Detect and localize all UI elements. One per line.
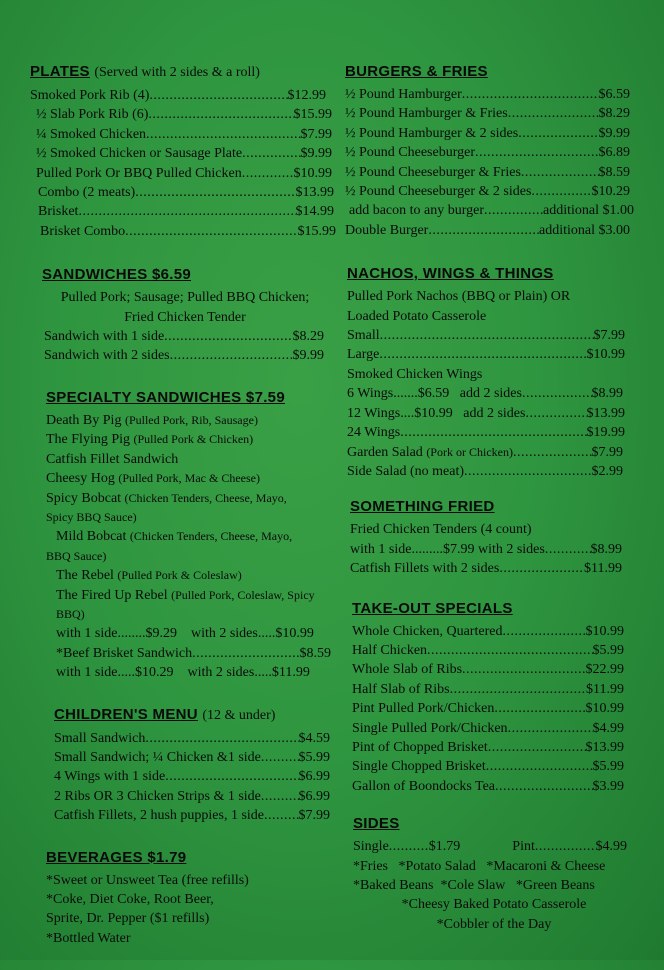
takeout-item-price: $10.99: [585, 623, 624, 639]
burgers-item: [345, 221, 630, 240]
plates-item: [30, 164, 332, 183]
fried-section: [345, 497, 635, 578]
takeout-item-price: $11.99: [586, 681, 624, 697]
sides-title: SIDES: [353, 815, 400, 833]
children-item-name: 2 Ribs OR 3 Chicken Strips & 1 side: [54, 788, 261, 804]
sandwiches-item-price: $9.99: [292, 348, 324, 364]
plates-item-price: $10.99: [293, 165, 332, 181]
beverages-heading: [46, 848, 328, 868]
plates-subtitle: (Served with 2 sides & a roll): [94, 65, 260, 80]
takeout-item: [352, 777, 624, 796]
takeout-item: [352, 699, 624, 718]
takeout-section: [345, 599, 635, 797]
plates-item-name: ½ Slab Pork Rib (6): [36, 107, 149, 123]
plates-item-price: $15.99: [293, 107, 332, 123]
dot-leader: [125, 222, 297, 241]
sides-list-4: *Cobbler of the Day: [436, 916, 552, 932]
burgers-heading: [345, 62, 635, 82]
beverages-soda-1: *Coke, Diet Coke, Root Beer,: [46, 892, 214, 907]
children-item-price: $5.99: [298, 749, 330, 765]
burgers-item-name: ½ Pound Hamburger: [345, 87, 462, 102]
takeout-item: [352, 660, 624, 679]
burgers-item: [345, 124, 630, 143]
takeout-item-name: Whole Chicken, Quartered: [352, 623, 503, 639]
dot-leader: [149, 86, 287, 105]
burgers-item-price: $6.89: [598, 145, 630, 161]
burgers-list: [345, 85, 635, 240]
children-section: [30, 705, 328, 826]
plates-title: PLATES: [30, 63, 90, 80]
sandwiches-section: [30, 265, 328, 366]
plates-item: [30, 86, 326, 105]
plates-item-name: Brisket Combo: [40, 223, 126, 239]
fried-tenders-prices: with 1 side.........$7.99 with 2 sides ..... $8.99: [350, 540, 622, 559]
burgers-item-price: $6.59: [598, 87, 630, 102]
specialty-catfish: Catfish Fillet Sandwich: [46, 451, 179, 467]
plates-item-price: $7.99: [300, 126, 332, 142]
takeout-item: [352, 622, 624, 641]
burgers-item: [345, 182, 630, 201]
beverages-section: [30, 848, 328, 949]
burgers-item-name: ½ Pound Cheeseburger: [345, 145, 475, 161]
specialty-mild-bobcat-desc: BBQ Sauce): [46, 548, 107, 563]
side-salad: Side Salad (no meat) ..... $2.99: [347, 462, 623, 481]
specialty-fired-up-rebel-desc: BBQ): [56, 606, 85, 621]
takeout-item-name: Whole Slab of Ribs: [352, 662, 463, 678]
fried-heading: [350, 497, 635, 517]
dot-leader: [462, 85, 599, 104]
sides-list-3: *Cheesy Baked Potato Casserole: [401, 897, 587, 913]
fried-title: SOMETHING FRIED: [350, 498, 495, 516]
sandwiches-heading: [42, 265, 328, 285]
children-item-name: Small Sandwich; ¼ Chicken &1 side: [54, 749, 261, 765]
plates-item-name: Brisket: [38, 204, 79, 220]
nachos-desc-1: Pulled Pork Nachos (BBQ or Plain) OR: [347, 289, 571, 305]
burgers-item: [345, 201, 634, 220]
takeout-item-price: $13.99: [585, 739, 624, 755]
plates-item-price: $9.99: [300, 146, 332, 162]
plates-item-price: $14.99: [295, 204, 334, 220]
specialty-mild-bobcat: Mild Bobcat (Chicken Tenders, Cheese, Mayo,: [56, 529, 293, 545]
dot-leader: [146, 125, 300, 144]
children-item-name: Small Sandwich: [54, 730, 146, 746]
plates-item-name: Combo (2 meats): [38, 185, 136, 201]
dot-leader: [165, 767, 298, 786]
takeout-heading: [352, 599, 635, 619]
takeout-item-price: $10.99: [585, 701, 624, 717]
burgers-item-price: $8.59: [598, 164, 630, 180]
dot-leader: [261, 787, 299, 806]
dot-leader: [427, 641, 592, 660]
dot-leader: [495, 777, 592, 796]
burgers-item-name: Double Burger: [345, 222, 429, 238]
sandwiches-item-price: $8.29: [292, 329, 324, 345]
takeout-item-price: $3.99: [592, 778, 624, 794]
plates-heading: [30, 62, 328, 83]
sandwiches-item-name: Sandwich with 1 side: [44, 329, 165, 345]
left-column: [30, 62, 336, 970]
wings-6: 6 Wings.......$6.59 add 2 sides ..... $8.99: [347, 384, 623, 403]
children-subtitle: (12 & under): [202, 707, 276, 723]
takeout-item: [352, 757, 624, 776]
children-title: CHILDREN'S MENU: [54, 705, 198, 723]
plates-item: [30, 144, 332, 163]
plates-item: [30, 183, 334, 202]
burgers-item-name: add bacon to any burger: [349, 203, 485, 219]
children-item-name: Catfish Fillets, 2 hush puppies, 1 side: [54, 808, 264, 824]
nachos-title: NACHOS, WINGS & THINGS: [347, 265, 554, 283]
takeout-title: TAKE-OUT SPECIALS: [352, 599, 513, 617]
burgers-item: [345, 163, 630, 182]
children-item-price: $7.99: [298, 808, 330, 824]
children-item: [54, 806, 330, 825]
plates-list: [30, 86, 336, 241]
children-heading: [54, 705, 328, 726]
dot-leader: [494, 699, 585, 718]
sandwiches-item: [42, 327, 324, 346]
plates-item-name: ½ Smoked Chicken or Sausage Plate: [36, 146, 243, 162]
takeout-item-name: Pint of Chopped Brisket: [352, 739, 488, 755]
plates-item: [30, 222, 336, 241]
wings-24: 24 Wings ..... $19.99: [347, 423, 625, 442]
wings-title: Smoked Chicken Wings: [347, 366, 483, 382]
dot-leader: [264, 806, 299, 825]
plates-item-price: $12.99: [287, 88, 326, 103]
sides-list-2: *Baked Beans *Cole Slaw *Green Beans: [353, 878, 595, 893]
specialty-fired-up-rebel: The Fired Up Rebel (Pulled Pork, Coleslaw, Spicy: [56, 587, 315, 603]
children-list: [54, 729, 328, 826]
dot-leader: [170, 346, 293, 365]
specialty-flying-pig: The Flying Pig (Pulled Pork & Chicken): [46, 432, 254, 448]
children-item-price: $6.99: [298, 788, 330, 804]
beverages-title: BEVERAGES $1.79: [46, 848, 187, 866]
plates-item-price: $15.99: [297, 223, 336, 239]
specialty-cheesy-hog: Cheesy Hog (Pulled Pork, Mac & Cheese): [46, 471, 260, 487]
plates-item-name: Pulled Pork Or BBQ Pulled Chicken: [36, 165, 242, 181]
sides-heading: [353, 814, 635, 834]
burgers-item-price: additional $3.00: [539, 222, 630, 238]
dot-leader: [242, 144, 300, 163]
beverages-water: *Bottled Water: [46, 930, 131, 946]
sandwiches-desc-1: Pulled Pork; Sausage; Pulled BBQ Chicken;: [60, 290, 310, 306]
specialty-beef-prices: with 1 side.....$10.29 with 2 sides.....$11.99: [56, 665, 310, 681]
takeout-item-price: $4.99: [592, 720, 624, 736]
dot-leader: [148, 105, 293, 124]
nachos-desc-2: Loaded Potato Casserole: [347, 308, 487, 324]
dot-leader: [450, 680, 586, 699]
plates-item-name: Smoked Pork Rib (4): [30, 88, 150, 103]
children-item: [54, 748, 330, 767]
takeout-item-name: Single Chopped Brisket: [352, 759, 486, 775]
plates-item-name: ¼ Smoked Chicken: [36, 126, 147, 142]
takeout-item: [352, 641, 624, 660]
dot-leader: [531, 182, 591, 201]
dot-leader: [261, 748, 299, 767]
dot-leader: [145, 729, 298, 748]
sandwiches-item-name: Sandwich with 2 sides: [44, 348, 170, 364]
burgers-title: BURGERS & FRIES: [345, 63, 488, 80]
dot-leader: [164, 327, 292, 346]
burgers-item-price: $10.29: [591, 184, 630, 200]
specialty-section: [30, 388, 331, 683]
burgers-item-name: ½ Pound Cheeseburger & Fries: [345, 164, 521, 180]
plates-item: [30, 105, 332, 124]
fried-catfish: Catfish Fillets with 2 sides ..... $11.99: [350, 559, 622, 578]
children-item-price: $4.59: [298, 730, 330, 746]
burgers-item: [345, 104, 630, 123]
dot-leader: [486, 757, 593, 776]
takeout-list: [352, 622, 635, 797]
takeout-item-name: Single Pulled Pork/Chicken: [352, 720, 508, 736]
plates-item-price: $13.99: [295, 185, 334, 201]
dot-leader: [135, 183, 295, 202]
burgers-item-price: $8.29: [598, 106, 630, 122]
specialty-beef-brisket: *Beef Brisket Sandwich ..... $8.59: [46, 644, 331, 663]
dot-leader: [508, 104, 599, 123]
burgers-item-name: ½ Pound Hamburger & Fries: [345, 106, 508, 122]
burgers-item: [345, 143, 630, 162]
specialty-spicy-bobcat: Spicy Bobcat (Chicken Tenders, Cheese, Mayo,: [46, 490, 287, 506]
burgers-section: [345, 62, 635, 240]
sides-prices: Single ..... $1.79 Pint ..... $4.99: [353, 837, 627, 856]
takeout-item-name: Pint Pulled Pork/Chicken: [352, 701, 495, 717]
children-item-name: 4 Wings with 1 side: [54, 769, 166, 785]
dot-leader: [428, 221, 539, 240]
fried-tenders: Fried Chicken Tenders (4 count): [350, 522, 532, 538]
takeout-item-price: $22.99: [585, 662, 624, 678]
sandwiches-item: [42, 346, 324, 365]
dot-leader: [488, 738, 586, 757]
takeout-item: [352, 680, 624, 699]
sandwiches-title: SANDWICHES $6.59: [42, 266, 192, 284]
specialty-fired-prices: with 1 side........$9.29 with 2 sides.....$10.99: [56, 626, 314, 642]
plates-item: [30, 125, 332, 144]
right-column: [345, 62, 635, 956]
children-item: [54, 767, 330, 786]
beverages-soda-2: Sprite, Dr. Pepper ($1 refills): [46, 911, 210, 927]
garden-salad: Garden Salad (Pork or Chicken) ..... $7.99: [347, 443, 623, 462]
dot-leader: [78, 202, 295, 221]
burgers-item-price: $9.99: [598, 125, 630, 141]
burgers-item: [345, 85, 630, 104]
nachos-large: Large ..... $10.99: [347, 345, 625, 364]
children-item: [54, 729, 330, 748]
children-item: [54, 787, 330, 806]
nachos-small: Small ..... $7.99: [347, 326, 625, 345]
burgers-item-price: additional $1.00: [543, 203, 634, 219]
takeout-item: [352, 719, 624, 738]
sandwiches-list: [42, 327, 328, 366]
specialty-death-by-pig: Death By Pig (Pulled Pork, Rib, Sausage): [46, 412, 258, 428]
specialty-rebel: The Rebel (Pulled Pork & Coleslaw): [56, 568, 242, 584]
dot-leader: [462, 660, 585, 679]
plates-item: [30, 202, 334, 221]
dot-leader: [475, 143, 599, 162]
burgers-item-name: ½ Pound Hamburger & 2 sides: [345, 125, 519, 141]
takeout-item-name: Half Chicken: [352, 642, 428, 658]
dot-leader: [508, 719, 593, 738]
nachos-section: [345, 264, 635, 481]
specialty-title: SPECIALTY SANDWICHES $7.59: [46, 388, 285, 406]
nachos-heading: [347, 264, 635, 284]
dot-leader: [242, 164, 294, 183]
specialty-spicy-bobcat-desc: Spicy BBQ Sauce): [46, 509, 137, 524]
beverages-tea: *Sweet or Unsweet Tea (free refills): [46, 872, 249, 888]
dot-leader: [518, 124, 598, 143]
sides-list-1: *Fries *Potato Salad *Macaroni & Cheese: [353, 858, 606, 874]
sandwiches-desc-2: Fried Chicken Tender: [124, 309, 246, 325]
wings-12: 12 Wings....$10.99 add 2 sides ..... $13.99: [347, 404, 625, 423]
takeout-item: [352, 738, 624, 757]
dot-leader: [521, 163, 599, 182]
specialty-heading: [46, 388, 328, 408]
burgers-item-name: ½ Pound Cheeseburger & 2 sides: [345, 184, 532, 200]
dot-leader: [484, 201, 543, 220]
sides-section: [345, 814, 635, 934]
takeout-item-price: $5.99: [592, 759, 624, 775]
dot-leader: [502, 622, 585, 641]
takeout-item-price: $5.99: [592, 642, 624, 658]
plates-section: [30, 62, 336, 241]
children-item-price: $6.99: [298, 769, 330, 785]
takeout-item-name: Gallon of Boondocks Tea: [352, 778, 496, 794]
takeout-item-name: Half Slab of Ribs: [352, 681, 450, 697]
